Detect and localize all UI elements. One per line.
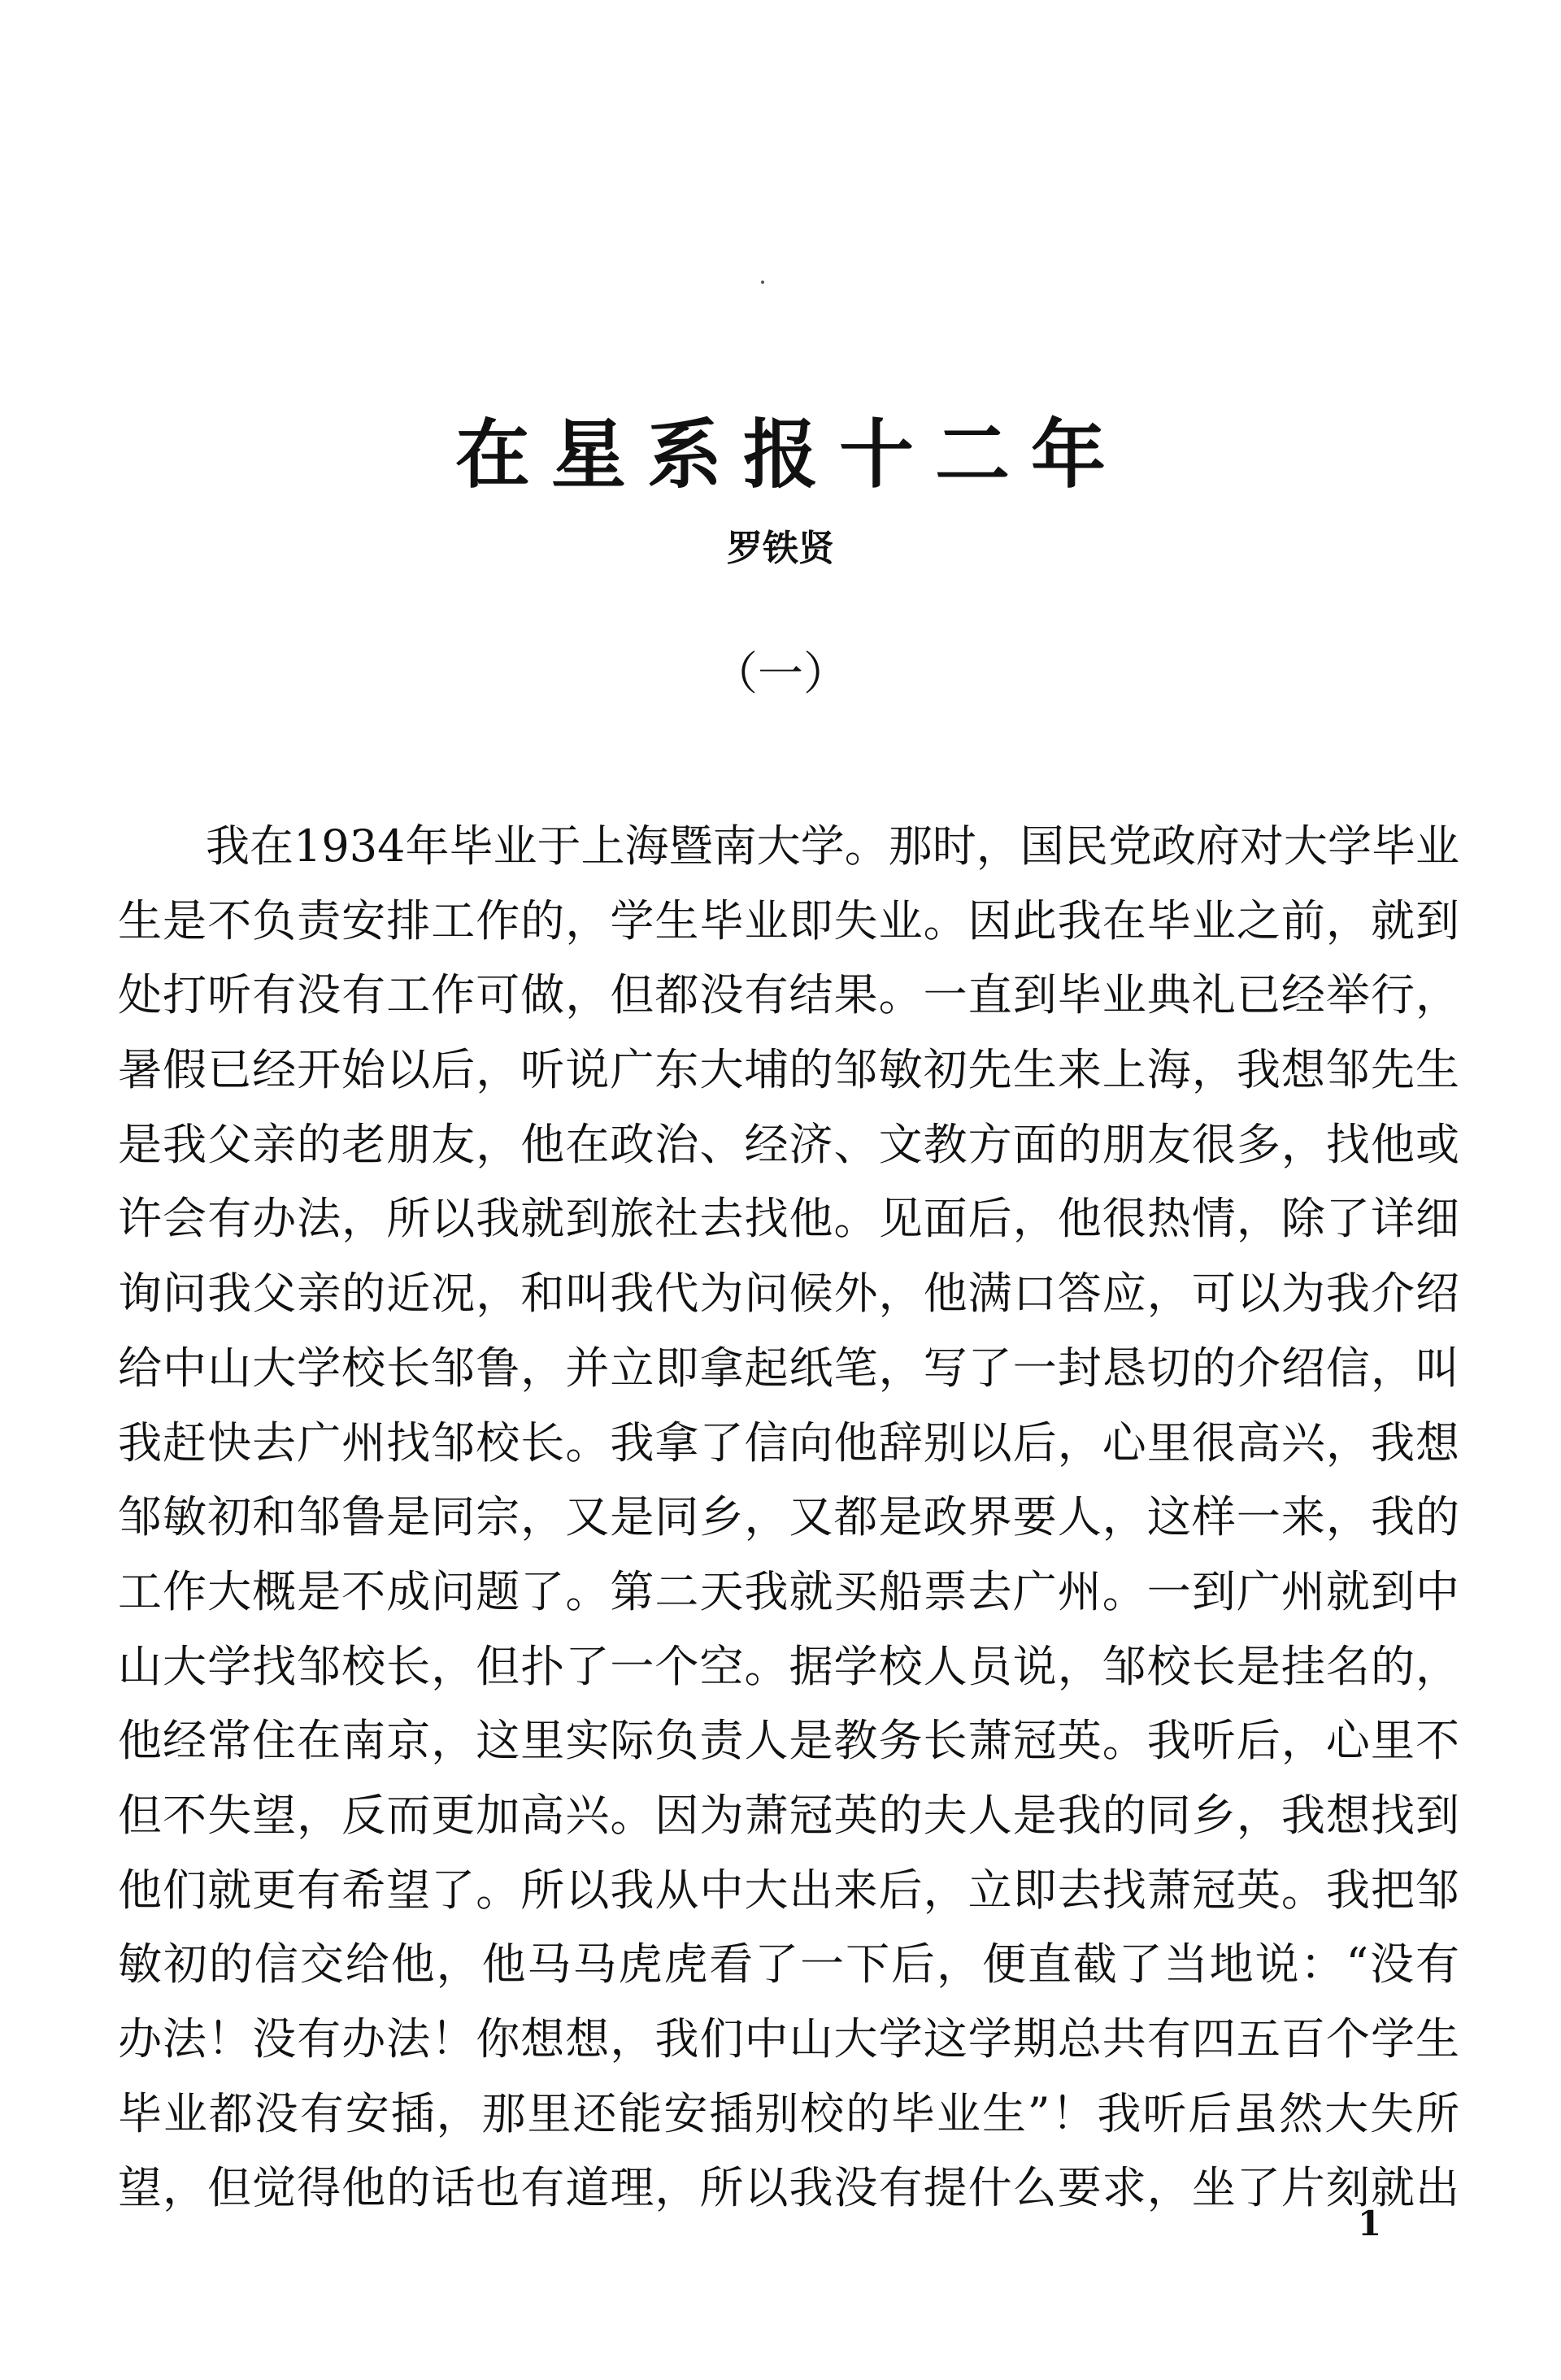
text-line: 询问我父亲的近况，和叫我代为问候外，他满口答应，可以为我介绍	[118, 1268, 1459, 1320]
text-line: 山大学找邹校长，但扑了一个空。据学校人员说，邹校长是挂名的，	[118, 1640, 1459, 1692]
text-line: 生是不负责安排工作的，学生毕业即失业。因此我在毕业之前，就到	[118, 894, 1459, 946]
page-number: 1	[1358, 2204, 1382, 2243]
text-line: 办法！没有办法！你想想，我们中山大学这学期总共有四五百个学生	[118, 2013, 1459, 2065]
text-line: 我赶快去广州找邹校长。我拿了信向他辞别以后，心里很高兴，我想	[118, 1416, 1459, 1468]
text-line: 许会有办法，所以我就到旅社去找他。见面后，他很热情，除了详细	[118, 1193, 1459, 1245]
text-line: 他们就更有希望了。所以我从中大出来后，立即去找萧冠英。我把邹	[118, 1864, 1459, 1916]
text-line: 他经常住在南京，这里实际负责人是教务长萧冠英。我听后，心里不	[118, 1715, 1459, 1767]
text-line: 给中山大学校长邹鲁，并立即拿起纸笔，写了一封恳切的介绍信，叫	[118, 1342, 1459, 1394]
text-line: 毕业都没有安插，那里还能安插别校的毕业生”！我听后虽然大失所	[118, 2087, 1459, 2139]
article-title: 在星系报十二年	[454, 411, 1127, 498]
text-line: 工作大概是不成问题了。第二天我就买船票去广州。一到广州就到中	[118, 1565, 1459, 1617]
text-line: 是我父亲的老朋友，他在政治、经济、文教方面的朋友很多，找他或	[118, 1118, 1459, 1170]
text-line: 暑假已经开始以后，听说广东大埔的邹敏初先生来上海，我想邹先生	[118, 1044, 1459, 1096]
section-heading: （一）	[712, 648, 849, 701]
body-text	[118, 809, 1459, 2226]
text-line: 望，但觉得他的话也有道理，所以我没有提什么要求，坐了片刻就出	[118, 2162, 1459, 2214]
text-line: 敏初的信交给他，他马马虎虎看了一下后，便直截了当地说：“没有	[118, 1938, 1459, 1991]
text-line: 邹敏初和邹鲁是同宗，又是同乡，又都是政界要人，这样一来，我的	[118, 1491, 1459, 1543]
text-line: 我在1934年毕业于上海暨南大学。那时，国民党政府对大学毕业	[206, 820, 1459, 872]
text-line: 但不失望，反而更加高兴。因为萧冠英的夫人是我的同乡，我想找到	[118, 1789, 1459, 1841]
print-speck	[761, 281, 764, 284]
text-line: 处打听有没有工作可做，但都没有结果。一直到毕业典礼已经举行，	[118, 969, 1459, 1021]
article-author: 罗铁贤	[727, 528, 834, 569]
